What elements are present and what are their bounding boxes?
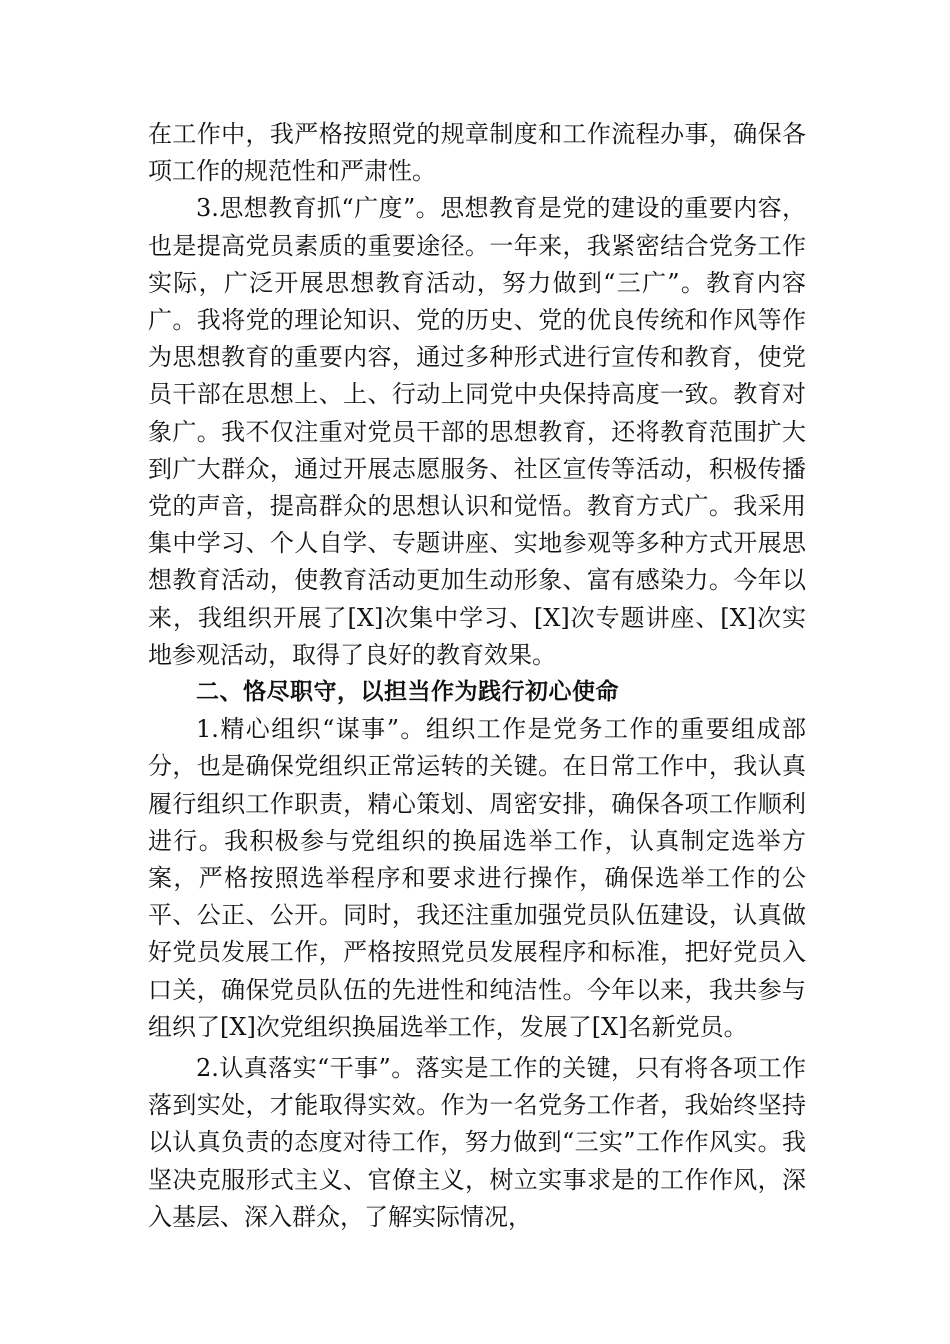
document-page (148, 116, 806, 1236)
paragraph-organization-work: 1.精心组织“谋事”。组织工作是党务工作的重要组成部分，也是确保党组织正常运转的关键。在日常工作中，我认真履行组织工作职责，精心策划、周密安排，确保各项工作顺利进行。我积极参与党组织的换届选举工作，认真制定选举方案，严格按照选举程序和要求进行操作，确保选举工作的公平、公正、公开。同时，我还注重加强党员队伍建设，认真做好党员发展工作，严格按照党员发展程序和标准，把好党员入口关，确保党员队伍的先进性和纯洁性。今年以来，我共参与组织了[X]次党组织换届选举工作，发展了[X]名新党员。 (148, 715, 806, 1041)
paragraph-implementation-work: 2.认真落实“干事”。落实是工作的关键，只有将各项工作落到实处，才能取得实效。作为一名党务工作者，我始终坚持以认真负责的态度对待工作，努力做到“三实”工作作风实。我坚决克服形式主义、官僚主义，树立实事求是的工作作风，深入基层、深入群众，了解实际情况， (148, 1054, 806, 1231)
paragraph-continuation: 在工作中，我严格按照党的规章制度和工作流程办事，确保各项工作的规范性和严肃性。 (148, 120, 806, 186)
paragraph-ideological-education: 3.思想教育抓“广度”。思想教育是党的建设的重要内容，也是提高党员素质的重要途径。一年来，我紧密结合党务工作实际，广泛开展思想教育活动，努力做到“三广”。教育内容广。我将党的理论知识、党的历史、党的优良传统和作风等作为思想教育的重要内容，通过多种形式进行宣传和教育，使党员干部在思想上、上、行动上同党中央保持高度一致。教育对象广。我不仅注重对党员干部的思想教育，还将教育范围扩大到广大群众，通过开展志愿服务、社区宣传等活动，积极传播党的声音，提高群众的思想认识和觉悟。教育方式广。我采用集中学习、个人自学、专题讲座、实地参观等多种方式开展思想教育活动，使教育活动更加生动形象、富有感染力。今年以来，我组织开展了[X]次集中学习、[X]次专题讲座、[X]次实地参观活动，取得了良好的教育效果。 (148, 194, 806, 669)
section-heading: 二、恪尽职守，以担当作为践行初心使命 (196, 679, 619, 706)
